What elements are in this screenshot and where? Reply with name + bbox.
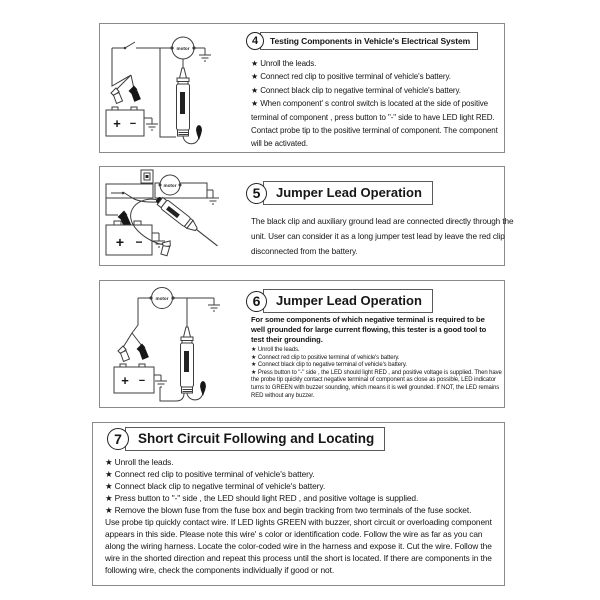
motor-icon [170, 37, 195, 59]
section-text-block [105, 456, 501, 576]
tester-probe-icon [177, 68, 190, 136]
svg-text:+: + [113, 116, 121, 131]
section-number-badge: 6 [246, 291, 267, 312]
section-panel-jumper-lead-2 [99, 280, 505, 408]
instruction-line: ★ Connect black clip to negative terminal of vehicle's battery. [105, 481, 326, 491]
svg-text:−: − [138, 375, 146, 387]
svg-text:−: − [129, 118, 137, 130]
motor-icon [149, 288, 174, 309]
svg-text:+: + [115, 234, 125, 250]
svg-text:motor: motor [155, 296, 169, 301]
instruction-line: ★ Unroll the leads. [105, 457, 174, 467]
section-title-row [246, 32, 478, 50]
instruction-line: ★ Connect red clip to positive terminal of vehicle's battery. [251, 72, 451, 82]
ground-icon [208, 298, 220, 311]
circuit-diagram-testing-components [102, 26, 252, 152]
instruction-line: ★ Connect red clip to positive terminal of vehicle's battery. [251, 354, 400, 361]
section-paragraph: Use probe tip quickly contact wire. If LED lights GREEN with buzzer, short circuit or overloading component appears in this side. Please note this wire' s color or identification code. Follow the wire as far as you can along the wiring harness. Locate the color-coded wire in the harness and expose it. Cut the wire. Follow the wire in the shorted direction and repeat this process until the short is located. If there are components in the following wire, check the components individually if good or not. [105, 517, 492, 575]
red-clip-icon [111, 88, 123, 104]
instruction-line: ★ Connect red clip to positive terminal of vehicle's battery. [105, 469, 315, 479]
instruction-line: ★ Press button to "-" side , the LED should light RED , and positive voltage is supplied. [105, 493, 419, 503]
battery-icon [106, 221, 152, 255]
section-paragraph: The black clip and auxiliary ground lead are connected directly through the unit. User can consider it as a long jumper test lead by leave the red clip disconnected from the battery. [251, 217, 514, 257]
section-panel-testing-components [99, 23, 505, 153]
probe-needle [196, 229, 217, 246]
instruction-list [105, 456, 501, 516]
section-title: Short Circuit Following and Locating [125, 427, 385, 451]
instruction-line: ★ Connect black clip to negative terminal of vehicle's battery. [251, 362, 407, 369]
battery-icon [114, 364, 154, 393]
svg-text:+: + [121, 373, 129, 388]
instruction-line: ★ When component' s control switch is located at the side of positive terminal of component , press button to "-" side to have LED light RED. Contact probe tip to the positive terminal of component. The component will be activated. [251, 99, 498, 149]
ground-icon [207, 190, 219, 204]
section-number-badge: 4 [246, 32, 264, 50]
svg-text:motor: motor [176, 46, 190, 51]
switch-icon [125, 42, 135, 48]
battery-ground-icon [154, 375, 167, 387]
section-title: Jumper Lead Operation [263, 289, 433, 313]
section-title: Testing Components in Vehicle's Electrical System [260, 32, 478, 50]
black-clip-icon [129, 86, 141, 102]
instruction-list [251, 347, 507, 400]
battery-icon [106, 107, 144, 136]
section-panel-short-circuit [92, 422, 505, 586]
instruction-line: ★ Connect black clip to negative terminal of vehicle's battery. [251, 85, 461, 95]
section-title-row [107, 427, 385, 451]
instruction-line: ★ Press button to "-" side , the LED should light RED , and positive voltage is supplied. Then have the probe tip quickly contact negative terminal of component as close as possible, LED indicator turns to GREEN with buzzer sounding, which means it is well grounded. If NOT, the LED remains RED without any buzzer. [251, 369, 502, 399]
battery-ground-icon [144, 118, 158, 130]
section-intro-paragraph: For some components of which negative terminal is required to be well grounded for large current flowing, this tester is a good tool to test their grounding. [251, 315, 487, 345]
circuit-diagram-jumper-lead-2 [102, 283, 252, 407]
fuse-box-icon [141, 170, 153, 183]
svg-text:−: − [135, 235, 143, 249]
section-title-row [246, 181, 433, 205]
instruction-line: ★ Unroll the leads. [251, 347, 300, 353]
red-clip-icon [118, 346, 130, 362]
svg-text:motor: motor [163, 183, 177, 188]
instruction-line: ★ Unroll the leads. [251, 59, 317, 68]
instruction-line: ★ Remove the blown fuse from the fuse box and begin tracking from two terminals of the fuse socket. [105, 505, 472, 515]
section-title: Jumper Lead Operation [263, 181, 433, 205]
ground-icon [199, 48, 211, 61]
section-panel-jumper-lead-1 [99, 166, 514, 266]
section-number-badge: 5 [246, 183, 267, 204]
section-title-row [246, 289, 433, 313]
circuit-diagram-jumper-lead-1 [102, 169, 252, 266]
black-clip-icon [137, 344, 149, 360]
tester-probe-icon [181, 327, 194, 393]
section-number-badge: 7 [107, 428, 129, 450]
tester-probe-icon [154, 194, 221, 250]
instruction-list [251, 57, 507, 151]
